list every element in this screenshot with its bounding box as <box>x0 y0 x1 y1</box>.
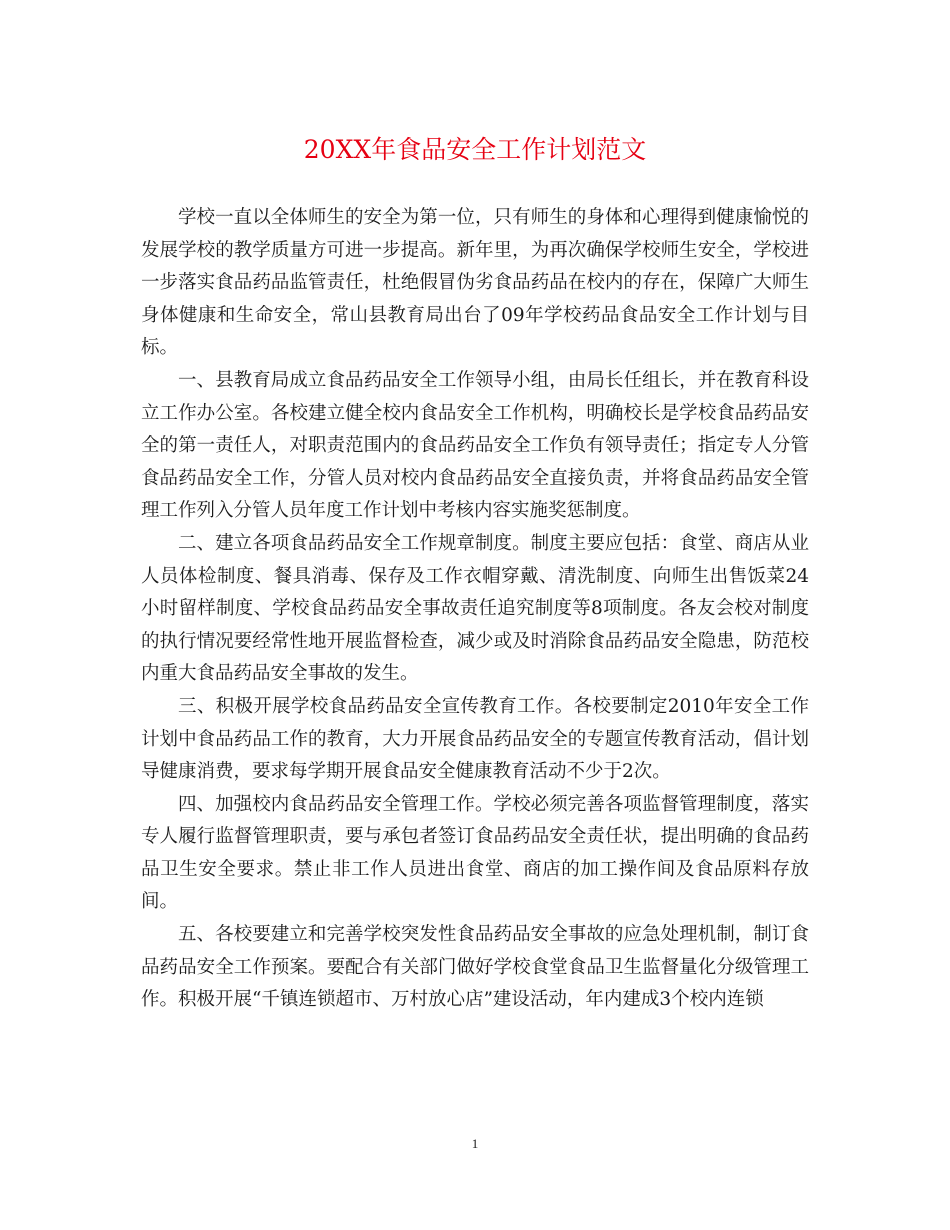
paragraph-section-4: 四、加强校内食品药品安全管理工作。学校必须完善各项监督管理制度，落实专人履行监督管理职责，要与承包者签订食品药品安全责任状，提出明确的食品药品卫生安全要求。禁止非工作人员进出食堂、商店的加工操作间及食品原料存放间。 <box>141 793 809 913</box>
paragraph-section-1: 一、县教育局成立食品药品安全工作领导小组，由局长任组长，并在教育科设立工作办公室。各校建立健全校内食品安全工作机构，明确校长是学校食品药品安全的第一责任人，对职责范围内的食品药品安全工作负有领导责任；指定专人分管食品药品安全工作，分管人员对校内食品药品安全直接负责，并将食品药品安全管理工作列入分管人员年度工作计划中考核内容实施奖惩制度。 <box>141 369 809 522</box>
page-number: 1 <box>471 1136 479 1151</box>
document-title: 20XX年食品安全工作计划范文 <box>303 135 647 164</box>
paragraph-intro: 学校一直以全体师生的安全为第一位，只有师生的身体和心理得到健康愉悦的发展学校的教学质量方可进一步提高。新年里，为再次确保学校师生安全，学校进一步落实食品药品监管责任，杜绝假冒伪劣食品药品在校内的存在，保障广大师生身体健康和生命安全，常山县教育局出台了09年学校药品食品安全工作计划与目标。 <box>141 207 809 359</box>
document-body <box>141 202 809 1017</box>
paragraph-section-5: 五、各校要建立和完善学校突发性食品药品安全事故的应急处理机制，制订食品药品安全工作预案。要配合有关部门做好学校食堂食品卫生监督量化分级管理工作。积极开展“千镇连锁超市、万村放心店”建设活动，年内建成3个校内连锁 <box>141 924 809 1011</box>
paragraph-section-2: 二、建立各项食品药品安全工作规章制度。制度主要应包括：食堂、商店从业人员体检制度、餐具消毒、保存及工作衣帽穿戴、清洗制度、向师生出售饭菜24小时留样制度、学校食品药品安全事故责任追究制度等8项制度。各友会校对制度的执行情况要经常性地开展监督检查，减少或及时消除食品药品安全隐患，防范校内重大食品药品安全事故的发生。 <box>141 532 809 685</box>
paragraph-section-3: 三、积极开展学校食品药品安全宣传教育工作。各校要制定2010年安全工作计划中食品药品工作的教育，大力开展食品药品安全的专题宣传教育活动，倡计划导健康消费，要求每学期开展食品安全健康教育活动不少于2次。 <box>141 695 809 783</box>
